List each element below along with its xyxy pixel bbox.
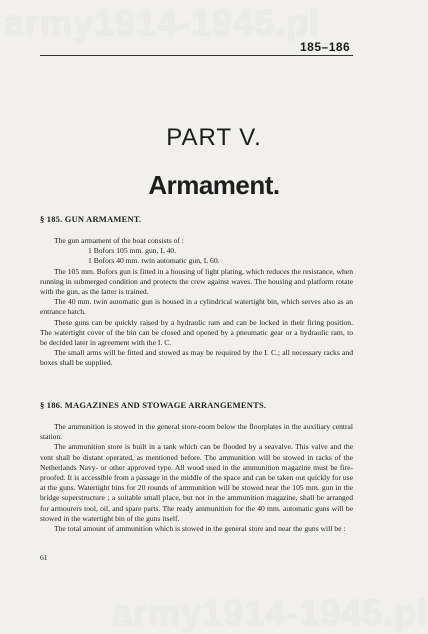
section-185-body <box>40 236 353 369</box>
page-range: 185–186 <box>300 40 351 54</box>
list-item: 1 Bofors 40 mm. twin automatic gun, L 60. <box>88 256 220 266</box>
page-number: 61 <box>40 553 48 562</box>
section-title: Armament. <box>148 170 280 200</box>
watermark-top: army1914-1945.pl <box>4 2 321 43</box>
list-item: 1 Bofors 105 mm. gun, L 40. <box>88 246 177 256</box>
watermark-bottom: army1914-1945.pl <box>112 592 428 633</box>
paragraph: The gun armament of the boat consists of : <box>54 236 184 245</box>
paragraph: The 40 mm. twin automatic gun is housed in a cylindrical watertight bin, which serves also as an entrance hatch. <box>40 297 353 317</box>
section-185-heading: § 185. GUN ARMAMENT. <box>40 214 142 224</box>
header-rule <box>40 55 353 56</box>
paragraph: These guns can be quickly raised by a hydraulic ram and can be locked in their firing position. The watertight cover of the bin can be closed and opened by a pneumatic gear or a hydraulic ram, to be decided later in agreement with the I. C. <box>40 317 353 348</box>
paragraph: The ammunition store is built in a tank which can be flooded by a seavalve. This valve and the vent shall be distant operated, as mentioned before. The ammunition will be stowed in racks of the Netherlands Navy- or other approved type. All wood used in the ammunition magazine must be fire-proofed. It is accessible from a passage in the middle of the space and can be taken out quickly for use at the guns. Watertight bins for 20 rounds of ammunition will be stowed near the 105 mm. gun in the bridge superstructure ; a suitable small place, but not in the ammunition magazine, shall be arranged for armourers tool, oil, and spare parts. The ready ammunition for the 40 mm. automatic guns will be stowed in the watertight bin of the guns itself. <box>40 442 353 523</box>
paragraph: The total amount of ammunition which is stowed in the general store and near the guns will be : <box>54 524 346 534</box>
section-186-body <box>40 422 353 534</box>
part-title: PART V. <box>166 124 262 151</box>
paragraph: The small arms will be fitted and stowed as may be required by the I. C.; all necessary racks and boxes shall be supplied. <box>40 348 353 368</box>
paragraph: The ammunition is stowed in the general store-room below the floorplates in the auxiliary central station. <box>40 422 353 442</box>
paragraph: The 105 mm. Bofors gun is fitted in a housing of light plating, which reduces the resistance, when running in submerged condition and protects the crew against waves. The housing and platform rotate with the gun, as the latter is trained. <box>40 266 353 297</box>
section-186-heading: § 186. MAGAZINES AND STOWAGE ARRANGEMENTS. <box>40 400 267 410</box>
